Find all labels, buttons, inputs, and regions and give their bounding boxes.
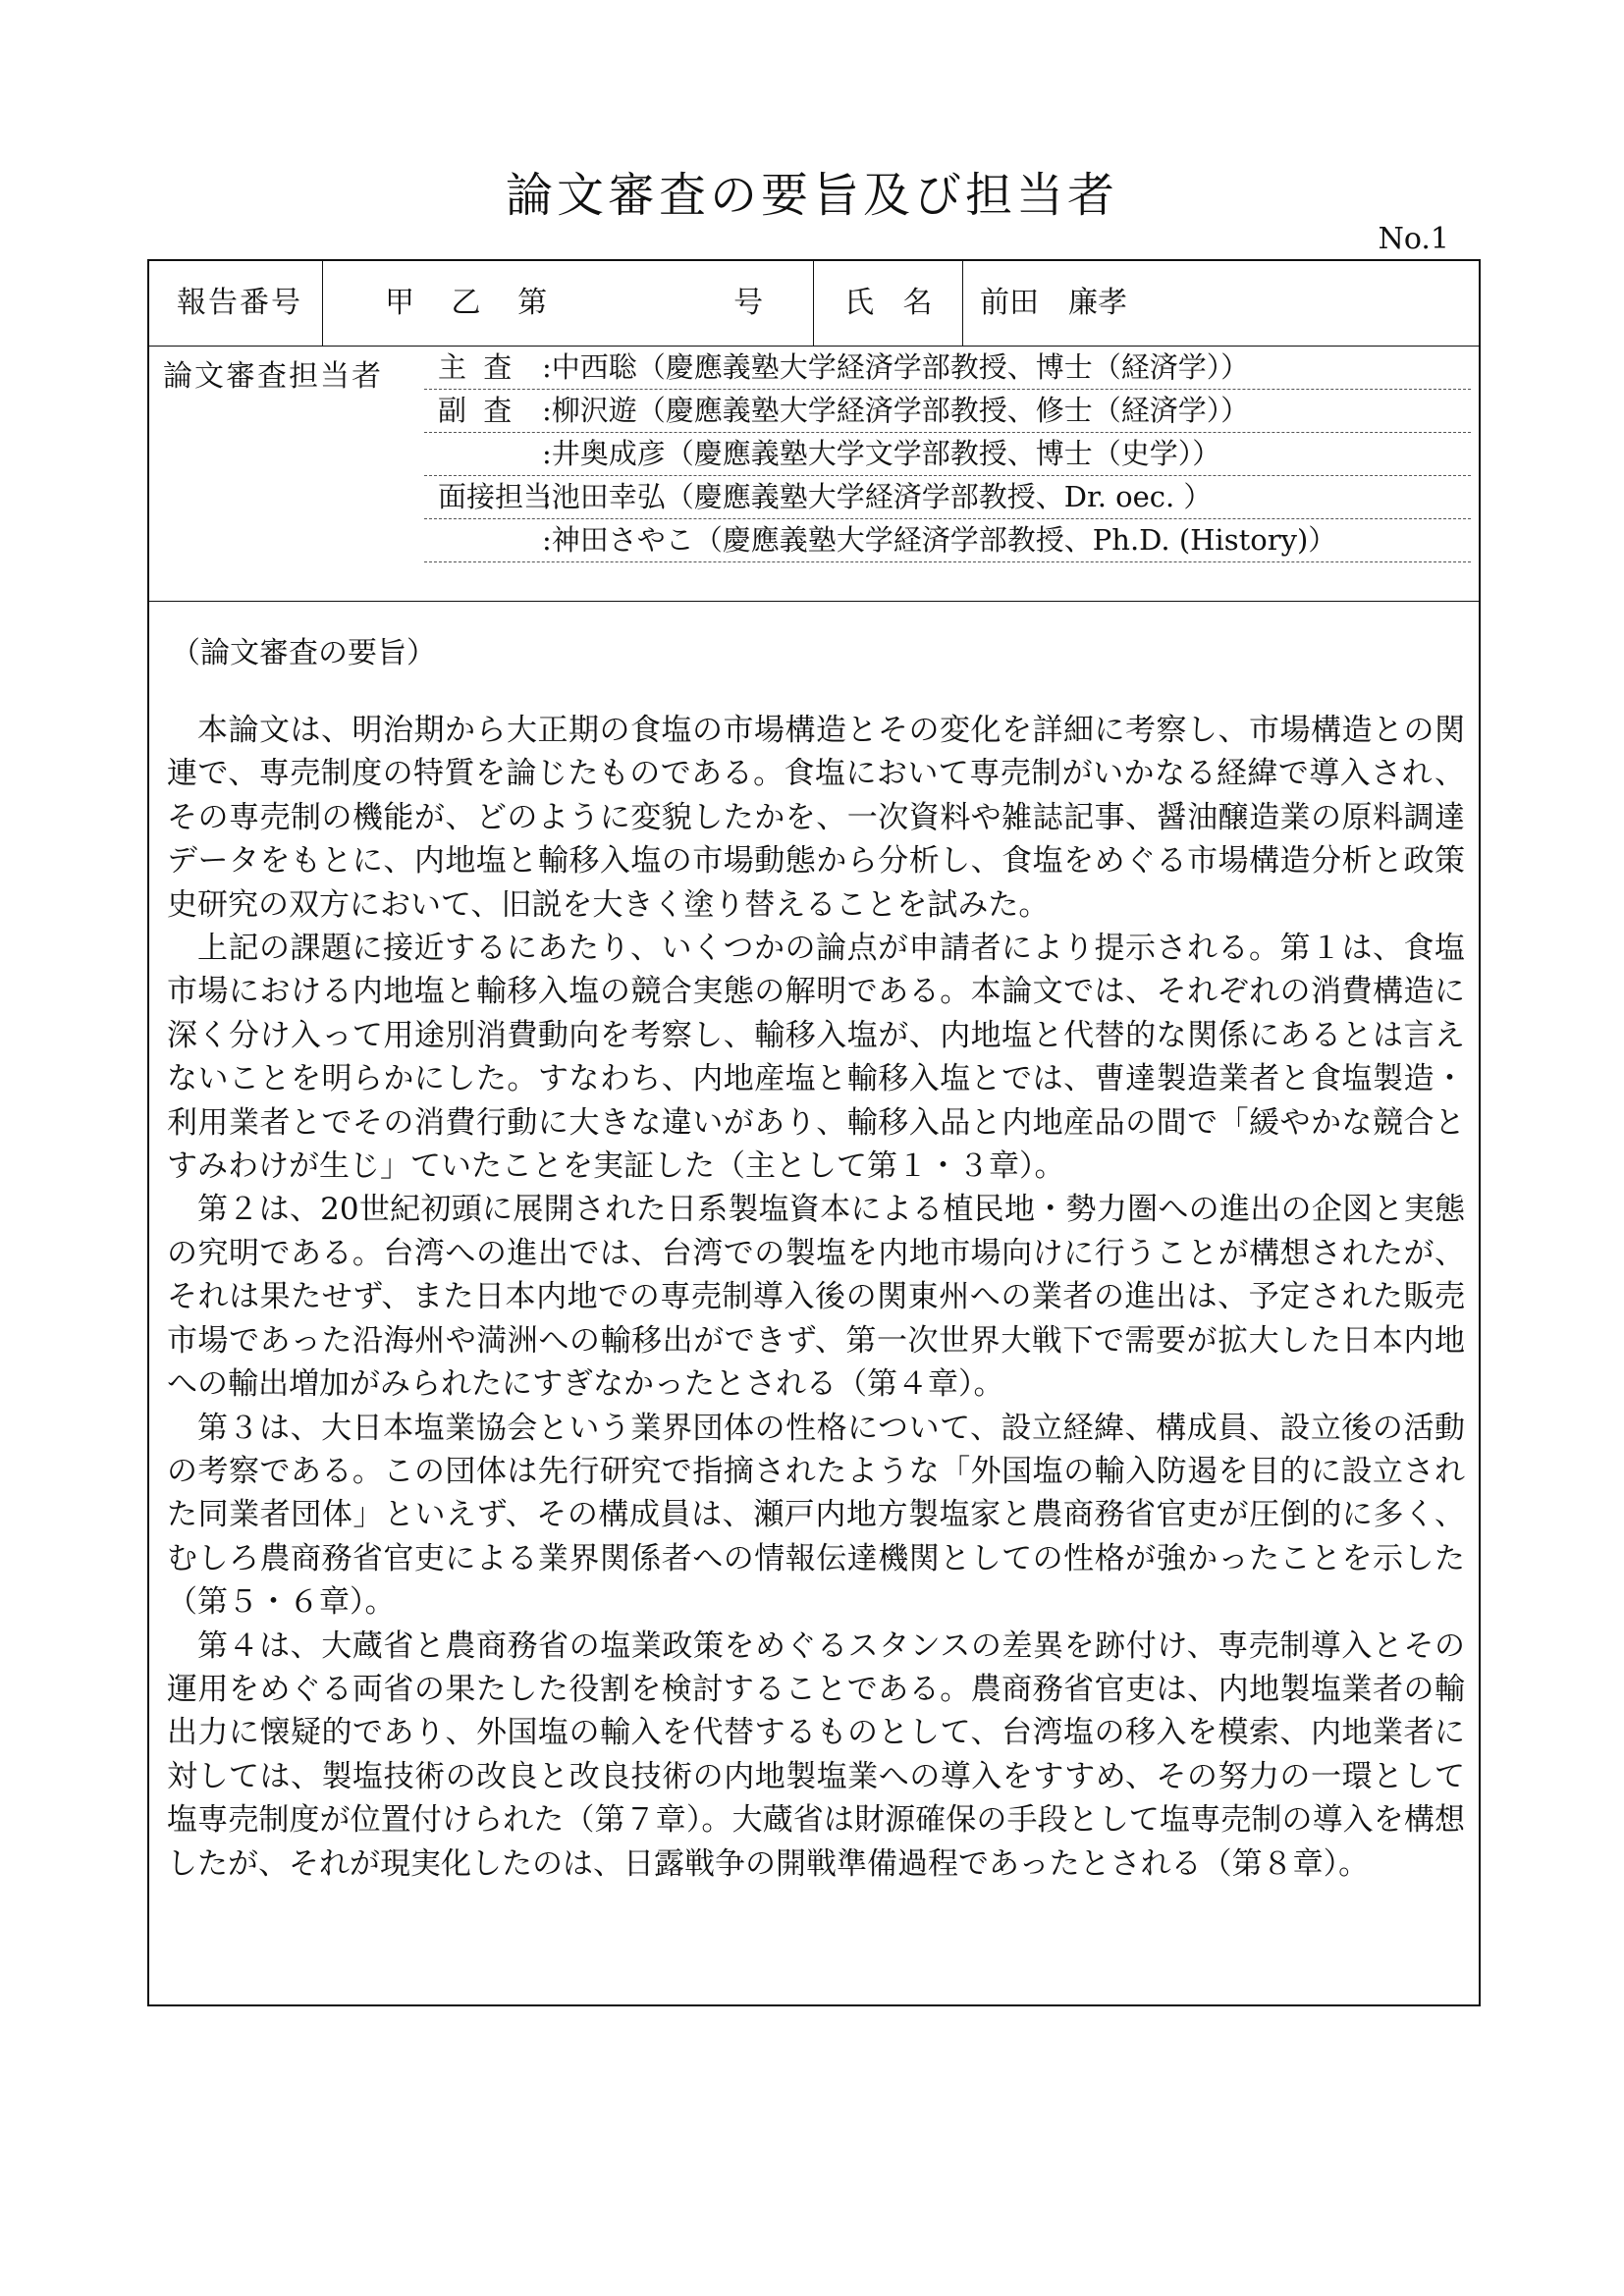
examiner-row <box>424 346 1471 390</box>
examiner-row <box>424 432 1471 476</box>
examiner-role: 副 査 <box>438 394 516 427</box>
report-header-row <box>149 261 1479 347</box>
examiner-row <box>424 475 1471 519</box>
summary-paragraph: 上記の課題に接近するにあたり、いくつかの論点が申請者により提示される。第１は、食塩市場における内地塩と輸移入塩の競合実態の解明である。本論文では、それぞれの消費構造に深く分け入って用途別消費動向を考察し、輸移入塩が、内地塩と代替的な関係にあるとは言えないことを明らかにした。すなわち、内地産塩と輸移入塩とでは、曹達製造業者と食塩製造・利用業者とでその消費行動に大きな違いがあり、輸移入品と内地産品の間で「緩やかな競合とすみわけが生じ」ていたことを実証した（主として第１・３章）。 <box>167 931 1465 1185</box>
examiner-name: :井奥成彦（慶應義塾大学文学部教授、博士（史学）） <box>542 437 1221 470</box>
report-number-label: 報告番号 <box>177 286 302 320</box>
examiner-name: :池田幸弘（慶應義塾大学経済学部教授、Dr. oec. ） <box>542 480 1213 513</box>
name-label: 氏 名 <box>844 286 943 320</box>
summary-paragraph: 第２は、20世紀初頭に展開された日系製塩資本による植民地・勢力圏への進出の企図と実態の究明である。台湾への進出では、台湾での製塩を内地市場向けに行うことが構想されたが、それは果たせず、また日本内地での専売制導入後の関東州への業者の進出は、予定された販売市場であった沿海州や満洲への輸移出ができず、第一次世界大戦下で需要が拡大した日本内地への輸出増加がみられたにすぎなかったとされる（第４章）。 <box>167 1192 1465 1403</box>
report-number-value: 甲 乙 第 号 <box>385 286 778 320</box>
document-number: No.1 <box>1378 222 1449 256</box>
examiner-name: :中西聡（慶應義塾大学経済学部教授、博士（経済学）） <box>542 350 1250 384</box>
examiner-name: :柳沢遊（慶應義塾大学経済学部教授、修士（経済学）） <box>542 394 1250 427</box>
examiner-row <box>424 518 1471 562</box>
examiners-block <box>149 346 1479 602</box>
examiner-name: :神田さやこ（慶應義塾大学経済学部教授、Ph.D. (History)） <box>542 523 1337 557</box>
examiners-label: 論文審査担当者 <box>163 359 383 394</box>
examiner-role: 面接担当 <box>438 480 553 513</box>
examiner-row <box>424 389 1471 433</box>
summary-heading: （論文審査の要旨） <box>171 636 436 670</box>
name-value: 前田 廉孝 <box>980 286 1127 320</box>
examiner-role: 主 査 <box>438 350 516 384</box>
page-title: 論文審査の要旨及び担当者 <box>505 168 1118 223</box>
summary-paragraph: 第４は、大蔵省と農商務省の塩業政策をめぐるスタンスの差異を跡付け、専売制導入とその運用をめぐる両省の果たした役割を検討することである。農商務省官吏は、内地製塩業者の輸出力に懐疑的であり、外国塩の輸入を代替するものとして、台湾塩の移入を模索、内地業者に対しては、製塩技術の改良と改良技術の内地製塩業への導入をすすめ、その努力の一環として塩専売制度が位置付けられた（第７章）。大蔵省は財源確保の手段として塩専売制の導入を構想したが、それが現実化したのは、日露戦争の開戦準備過程であったとされる（第８章）。 <box>167 1628 1465 1882</box>
summary-paragraph: 第３は、大日本塩業協会という業界団体の性格について、設立経緯、構成員、設立後の活動の考察である。この団体は先行研究で指摘されたような「外国塩の輸入防遏を目的に設立された同業者団体」といえず、その構成員は、瀬戸内地方製塩家と農商務省官吏が圧倒的に多く、むしろ農商務省官吏による業界関係者への情報伝達機関としての性格が強かったことを示した（第５・６章）。 <box>167 1410 1465 1621</box>
summary-body <box>167 709 1465 1886</box>
summary-paragraph: 本論文は、明治期から大正期の食塩の市場構造とその変化を詳細に考察し、市場構造との関連で、専売制度の特質を論じたものである。食塩において専売制がいかなる経緯で導入され、その専売制の機能が、どのように変貌したかを、一次資料や雑誌記事、醤油醸造業の原料調達データをもとに、内地塩と輸移入塩の市場動態から分析し、食塩をめぐる市場構造分析と政策史研究の双方において、旧説を大きく塗り替えることを試みた。 <box>167 713 1465 923</box>
review-form <box>147 259 1481 2006</box>
